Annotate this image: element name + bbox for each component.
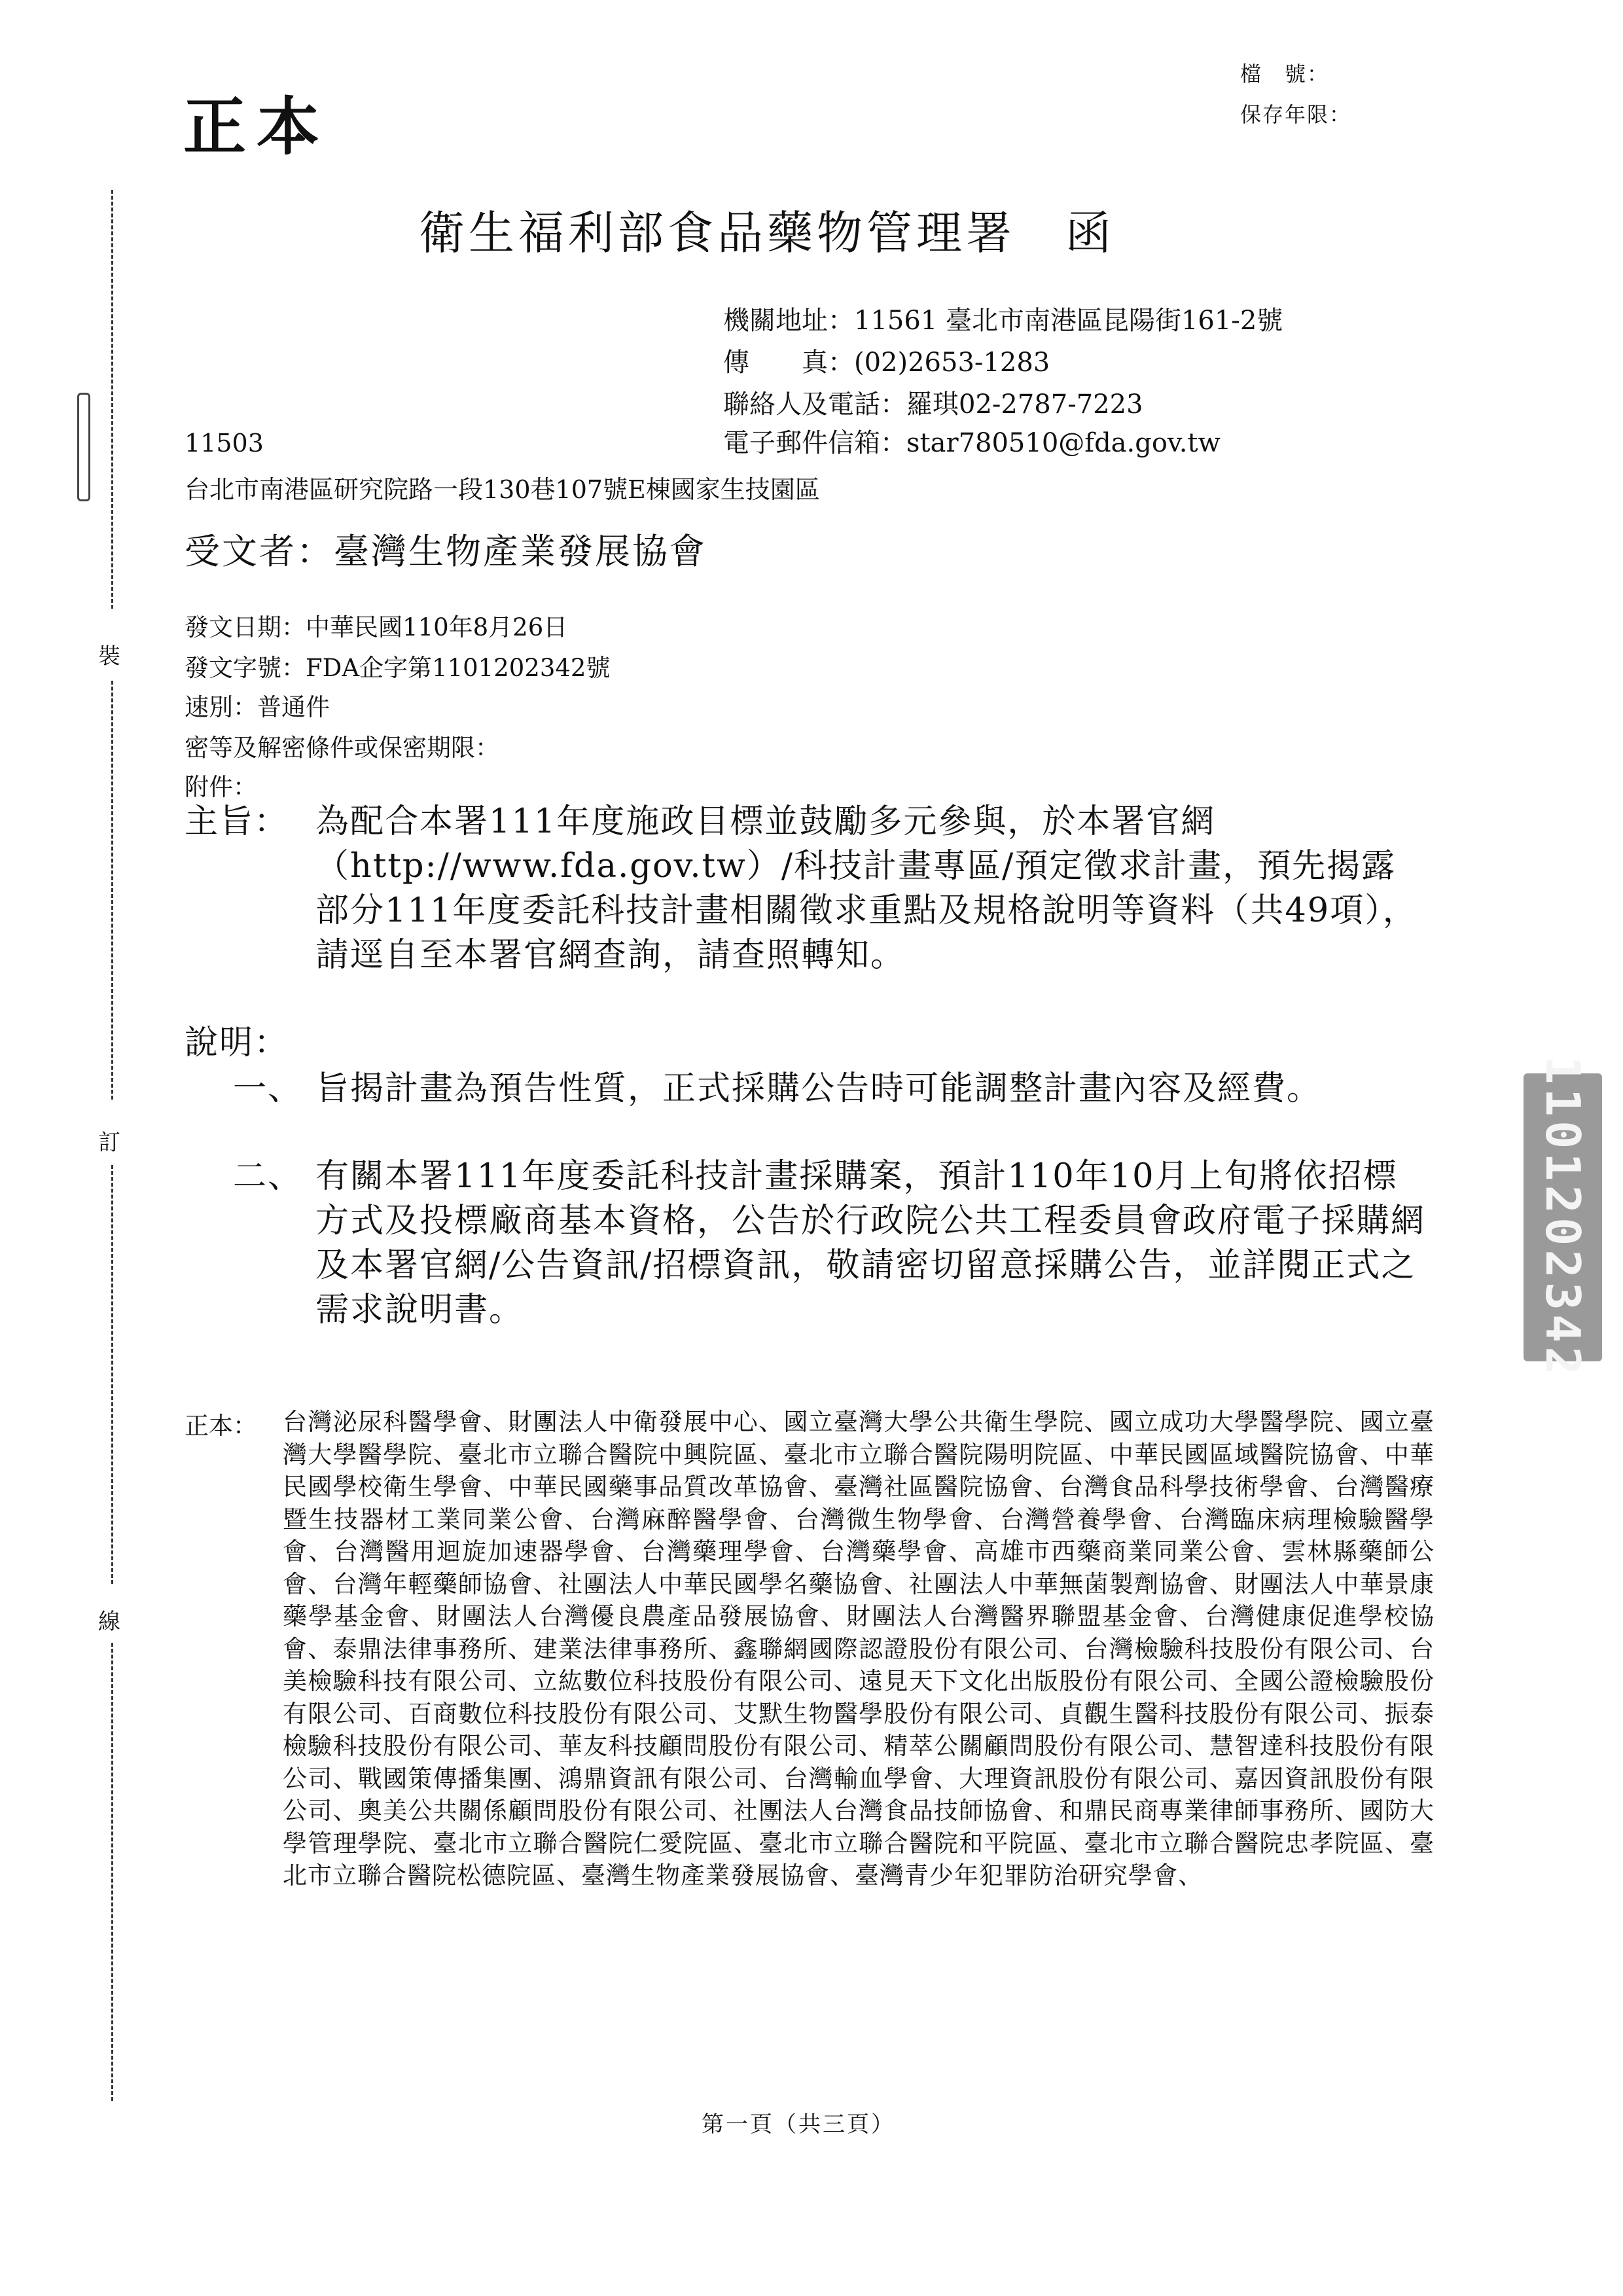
binding-line-lower: [111, 1165, 113, 1584]
binding-char-zhuang: 裝: [98, 643, 120, 670]
binding-line-bottom: [111, 1643, 113, 2101]
explanation-item-2-text: 有關本署111年度委託科技計畫採購案，預計110年10月上旬將依招標方式及投標廠商基本資格，公告於行政院公共工程委員會政府電子採購網及本署官網/公告資訊/招標資訊，敬請密切留意採購公告，並詳閱正式之需求說明書。: [315, 1157, 1426, 1329]
explanation-label: 說明：: [185, 1024, 289, 1062]
subject-text: 為配合本署111年度施政目標並鼓勵多元參與，於本署官網（http://www.fda.gov.tw）/科技計畫專區/預定徵求計畫，預先揭露部分111年度委託科技計畫相關徵求重點及規格說明等資料（共49項），請逕自至本署官網查詢，請查照轉知。: [315, 802, 1418, 975]
staple-mark: [77, 393, 90, 501]
sender-email: 電子郵件信箱：star780510@fda.gov.tw: [723, 428, 1221, 458]
recipient-address: 台北市南港區研究院路一段130巷107號E棟國家生技園區: [185, 475, 820, 504]
secrecy-level: 密等及解密條件或保密期限：: [185, 734, 499, 762]
seal-label: 正本: [183, 90, 330, 164]
issue-date: 發文日期：中華民國110年8月26日: [185, 613, 568, 641]
binding-line-mid: [111, 681, 113, 1100]
recipient-zip: 11503: [185, 429, 264, 457]
retention-period-label: 保存年限：: [1240, 102, 1352, 127]
receipt-number-stamp: [1524, 1056, 1602, 1379]
document-number: 發文字號：FDA企字第1101202342號: [185, 654, 611, 682]
binding-char-xian: 線: [98, 1609, 120, 1635]
explanation-item-2-number: 二、: [233, 1157, 303, 1196]
explanation-item-1-number: 一、: [233, 1069, 303, 1108]
sender-contact: 聯絡人及電話：羅琪02-2787-7223: [723, 389, 1143, 420]
subject-label: 主旨：: [185, 802, 289, 841]
receipt-number-text: 1101202342: [1535, 1056, 1590, 1379]
file-number-label: 檔 號：: [1240, 62, 1330, 86]
sender-address: 機關地址：11561 臺北市南港區昆陽街161-2號: [723, 306, 1283, 336]
copy-recipients-label: 正本：: [185, 1412, 257, 1440]
document-title: 衛生福利部食品藥物管理署 函: [419, 206, 1115, 260]
sender-fax: 傳 真：(02)2653-1283: [723, 348, 1050, 378]
recipient: 受文者：臺灣生物產業發展協會: [185, 531, 707, 572]
copy-recipients-list: 台灣泌尿科醫學會、財團法人中衛發展中心、國立臺灣大學公共衛生學院、國立成功大學醫學院、國立臺灣大學醫學院、臺北市立聯合醫院中興院區、臺北市立聯合醫院陽明院區、中華民國區域醫院協會、中華民國學校衛生學會、中華民國藥事品質改革協會、臺灣社區醫院協會、台灣食品科學技術學會、台灣醫療暨生技器材工業同業公會、台灣麻醉醫學會、台灣微生物學會、台灣營養學會、台灣臨床病理檢驗醫學會、台灣醫用迴旋加速器學會、台灣藥理學會、台灣藥學會、高雄市西藥商業同業公會、雲林縣藥師公會、台灣年輕藥師協會、社團法人中華民國學名藥協會、社團法人中華無菌製劑協會、財團法人中華景康藥學基金會、財團法人台灣優良農產品發展協會、財團法人台灣醫界聯盟基金會、台灣健康促進學校協會、泰鼎法律事務所、建業法律事務所、鑫聯網國際認證股份有限公司、台灣檢驗科技股份有限公司、台美檢驗科技有限公司、立紘數位科技股份有限公司、遠見天下文化出版股份有限公司、全國公證檢驗股份有限公司、百商數位科技股份有限公司、艾默生物醫學股份有限公司、貞觀生醫科技股份有限公司、振泰檢驗科技股份有限公司、華友科技顧問股份有限公司、精萃公關顧問股份有限公司、慧智達科技股份有限公司、戰國策傳播集團、鴻鼎資訊有限公司、台灣輸血學會、大理資訊股份有限公司、嘉因資訊股份有限公司、奧美公共關係顧問股份有限公司、社團法人台灣食品技師協會、和鼎民商專業律師事務所、國防大學管理學院、臺北市立聯合醫院仁愛院區、臺北市立聯合醫院和平院區、臺北市立聯合醫院忠孝院區、臺北市立聯合醫院松德院區、臺灣生物產業發展協會、臺灣青少年犯罪防治研究學會、: [283, 1408, 1435, 1890]
explanation-item-1-text: 旨揭計畫為預告性質，正式採購公告時可能調整計畫內容及經費。: [315, 1069, 1322, 1108]
attachment-label: 附件：: [185, 773, 257, 801]
binding-char-ding: 訂: [98, 1130, 120, 1156]
page-footer: 第一頁（共三頁）: [702, 2111, 895, 2138]
speed-class: 速別：普通件: [185, 693, 330, 721]
binding-line-top: [111, 190, 113, 609]
